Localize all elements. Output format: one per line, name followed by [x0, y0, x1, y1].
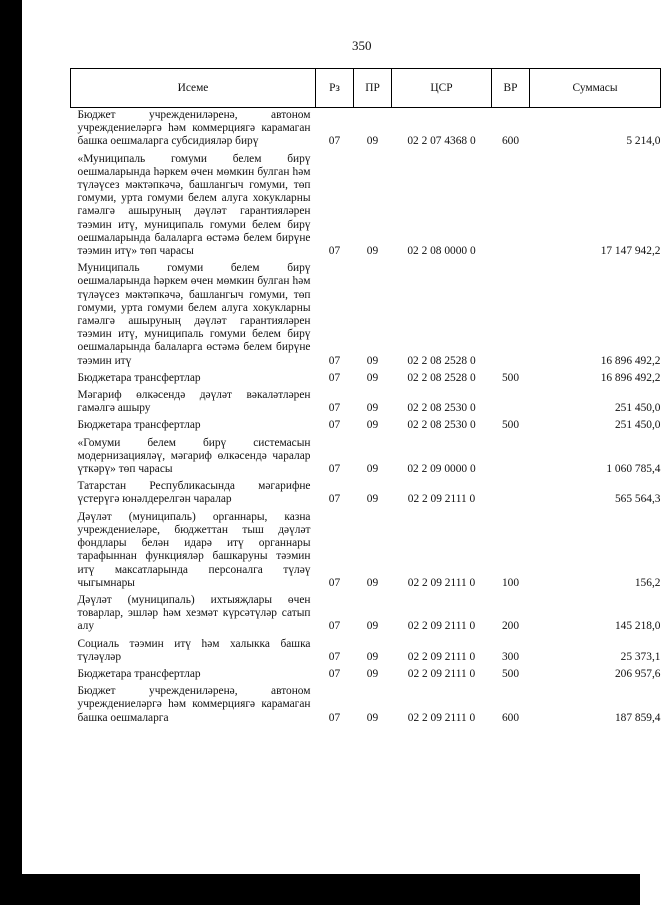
row-sum: 187 859,4: [614, 711, 661, 724]
row-name: Бюджетара трансфертлар: [77, 371, 201, 384]
row-rz: 07: [328, 354, 341, 367]
row-rz: 07: [328, 245, 341, 258]
row-sum: 16 896 492,2: [600, 354, 661, 367]
row-rz: 07: [328, 463, 341, 476]
row-name: Бюджетара трансфертлар: [77, 667, 201, 680]
table-row: [71, 371, 661, 388]
row-pr: 09: [366, 576, 379, 589]
row-name: Социаль тәэмин итү һәм халыкка башка түләүләр: [77, 637, 311, 663]
row-sum: 25 373,1: [620, 650, 661, 663]
table-row: [71, 510, 661, 593]
row-name: Дәүләт (муниципаль) ихтыяҗлары өчен товарлар, эшләр һәм хезмәт күрсәтүләр сатып алу: [77, 593, 311, 633]
row-rz: 07: [328, 576, 341, 589]
header-name: Исеме: [71, 69, 316, 108]
row-name: «Гомуми белем бирү системасын модернизацияләү, мәгариф өлкәсендә чаралар үткәрү» төп чарасы: [77, 436, 311, 476]
row-vr: 600: [501, 711, 520, 724]
row-sum: 565 564,3: [614, 493, 661, 506]
table-row: [71, 667, 661, 684]
row-pr: 09: [366, 371, 379, 384]
row-vr: 500: [501, 371, 520, 384]
row-csr: 02 2 09 2111 0: [407, 650, 476, 663]
row-csr: 02 2 08 2528 0: [407, 354, 476, 367]
table-row: [71, 479, 661, 509]
row-name: Бюджетара трансфертлар: [77, 419, 201, 432]
row-rz: 07: [328, 135, 341, 148]
row-pr: 09: [366, 667, 379, 680]
row-pr: 09: [366, 419, 379, 432]
row-pr: 09: [366, 135, 379, 148]
table-row: [71, 637, 661, 667]
row-csr: 02 2 09 2111 0: [407, 576, 476, 589]
row-sum: 1 060 785,4: [606, 463, 661, 476]
row-csr: 02 2 08 2528 0: [407, 371, 476, 384]
row-rz: 07: [328, 419, 341, 432]
header-vr: ВР: [492, 69, 530, 108]
budget-table: [70, 68, 661, 728]
row-name: Бюджет учреждениләренә, автоном учреждениеләргә һәм коммерциягә карамаган башка оешмаларга субсидияләр бирү: [77, 109, 311, 148]
row-name: Татарстан Республикасында мәгарифне үстерүгә юнәлдерелгән чаралар: [77, 480, 311, 506]
scan-border-left: [0, 0, 22, 905]
row-sum: 156,2: [634, 576, 661, 589]
row-rz: 07: [328, 711, 341, 724]
table-header-row: [71, 69, 661, 108]
row-vr: 600: [501, 135, 520, 148]
row-sum: 17 147 942,2: [600, 245, 661, 258]
row-name: Бюджет учреждениләренә, автоном учреждениеләргә һәм коммерциягә карамаган башка оешмаларга: [77, 685, 311, 724]
row-csr: 02 2 08 0000 0: [407, 245, 476, 258]
row-rz: 07: [328, 650, 341, 663]
table-row: [71, 152, 661, 262]
row-csr: 02 2 09 2111 0: [407, 667, 476, 680]
row-vr: 500: [501, 667, 520, 680]
row-name: «Муниципаль гомуми белем бирү оешмаларында һәркем өчен мөмкин булган һәм түләүсез мәктәпкәчә, башлангыч гомуми, төп гомуми, урта гомуми белем алуга хокукларны гамәлгә ашыруның дәүләт гарантияләрен тәэмин итү, муниципаль гомуми белем бирү оешмаларында балаларга өстәмә белем бирүне тәэмин итү» төп чарасы: [77, 152, 311, 258]
row-pr: 09: [366, 493, 379, 506]
row-sum: 16 896 492,2: [600, 371, 661, 384]
row-csr: 02 2 09 0000 0: [407, 463, 476, 476]
row-csr: 02 2 07 4368 0: [407, 135, 476, 148]
row-vr: 300: [501, 650, 520, 663]
row-sum: 5 214,0: [626, 135, 661, 148]
row-vr: [492, 388, 530, 418]
row-csr: 02 2 09 2111 0: [407, 620, 476, 633]
row-vr: 500: [501, 419, 520, 432]
row-vr: [492, 152, 530, 262]
table-row: [71, 261, 661, 371]
row-vr: 200: [501, 620, 520, 633]
row-vr: [492, 479, 530, 509]
row-vr: [492, 436, 530, 480]
table-row: [71, 418, 661, 435]
row-rz: 07: [328, 371, 341, 384]
table-row: [71, 684, 661, 728]
header-sum: Суммасы: [530, 69, 661, 108]
row-sum: 206 957,6: [614, 667, 661, 680]
header-rz: Рз: [316, 69, 354, 108]
row-vr: [492, 261, 530, 371]
row-rz: 07: [328, 402, 341, 415]
table-row: [71, 436, 661, 480]
row-pr: 09: [366, 711, 379, 724]
page-number: 350: [352, 38, 372, 53]
header-csr: ЦСР: [392, 69, 492, 108]
row-csr: 02 2 08 2530 0: [407, 402, 476, 415]
row-sum: 145 218,0: [614, 620, 661, 633]
row-rz: 07: [328, 493, 341, 506]
row-pr: 09: [366, 650, 379, 663]
row-pr: 09: [366, 620, 379, 633]
row-name: Муниципаль гомуми белем бирү оешмаларында һәркем өчен мөмкин булган һәм түләүсез мәктәпкәчә, башлангыч гомуми, төп гомуми, урта гомуми белем алуга хокукларны гамәлгә ашыруның дәүләт гарантияләрен тәэмин итү, муниципаль гомуми белем бирү оешмаларында балаларга өстәмә белем бирүне тәэмин итү: [77, 262, 311, 367]
row-pr: 09: [366, 463, 379, 476]
row-pr: 09: [366, 354, 379, 367]
row-rz: 07: [328, 667, 341, 680]
table-row: [71, 388, 661, 418]
table-row: [71, 108, 661, 152]
row-sum: 251 450,0: [614, 402, 661, 415]
row-csr: 02 2 08 2530 0: [407, 419, 476, 432]
row-csr: 02 2 09 2111 0: [407, 711, 476, 724]
header-pr: ПР: [354, 69, 392, 108]
table-row: [71, 593, 661, 637]
row-rz: 07: [328, 620, 341, 633]
row-vr: 100: [501, 576, 520, 589]
row-name: Дәүләт (муниципаль) органнары, казна учреждениеләре, бюджеттан тыш дәүләт фондлары белән идарә итү органнары тарафыннан функцияләр башкаруны тәэмин итү максатларында персоналга түләү чыгымнары: [77, 510, 311, 589]
row-name: Мәгариф өлкәсендә дәүләт вәкаләтләрен гамәлгә ашыру: [77, 389, 311, 415]
row-pr: 09: [366, 402, 379, 415]
row-csr: 02 2 09 2111 0: [407, 493, 476, 506]
row-sum: 251 450,0: [614, 419, 661, 432]
row-pr: 09: [366, 245, 379, 258]
scan-border-bottom: [0, 874, 640, 905]
